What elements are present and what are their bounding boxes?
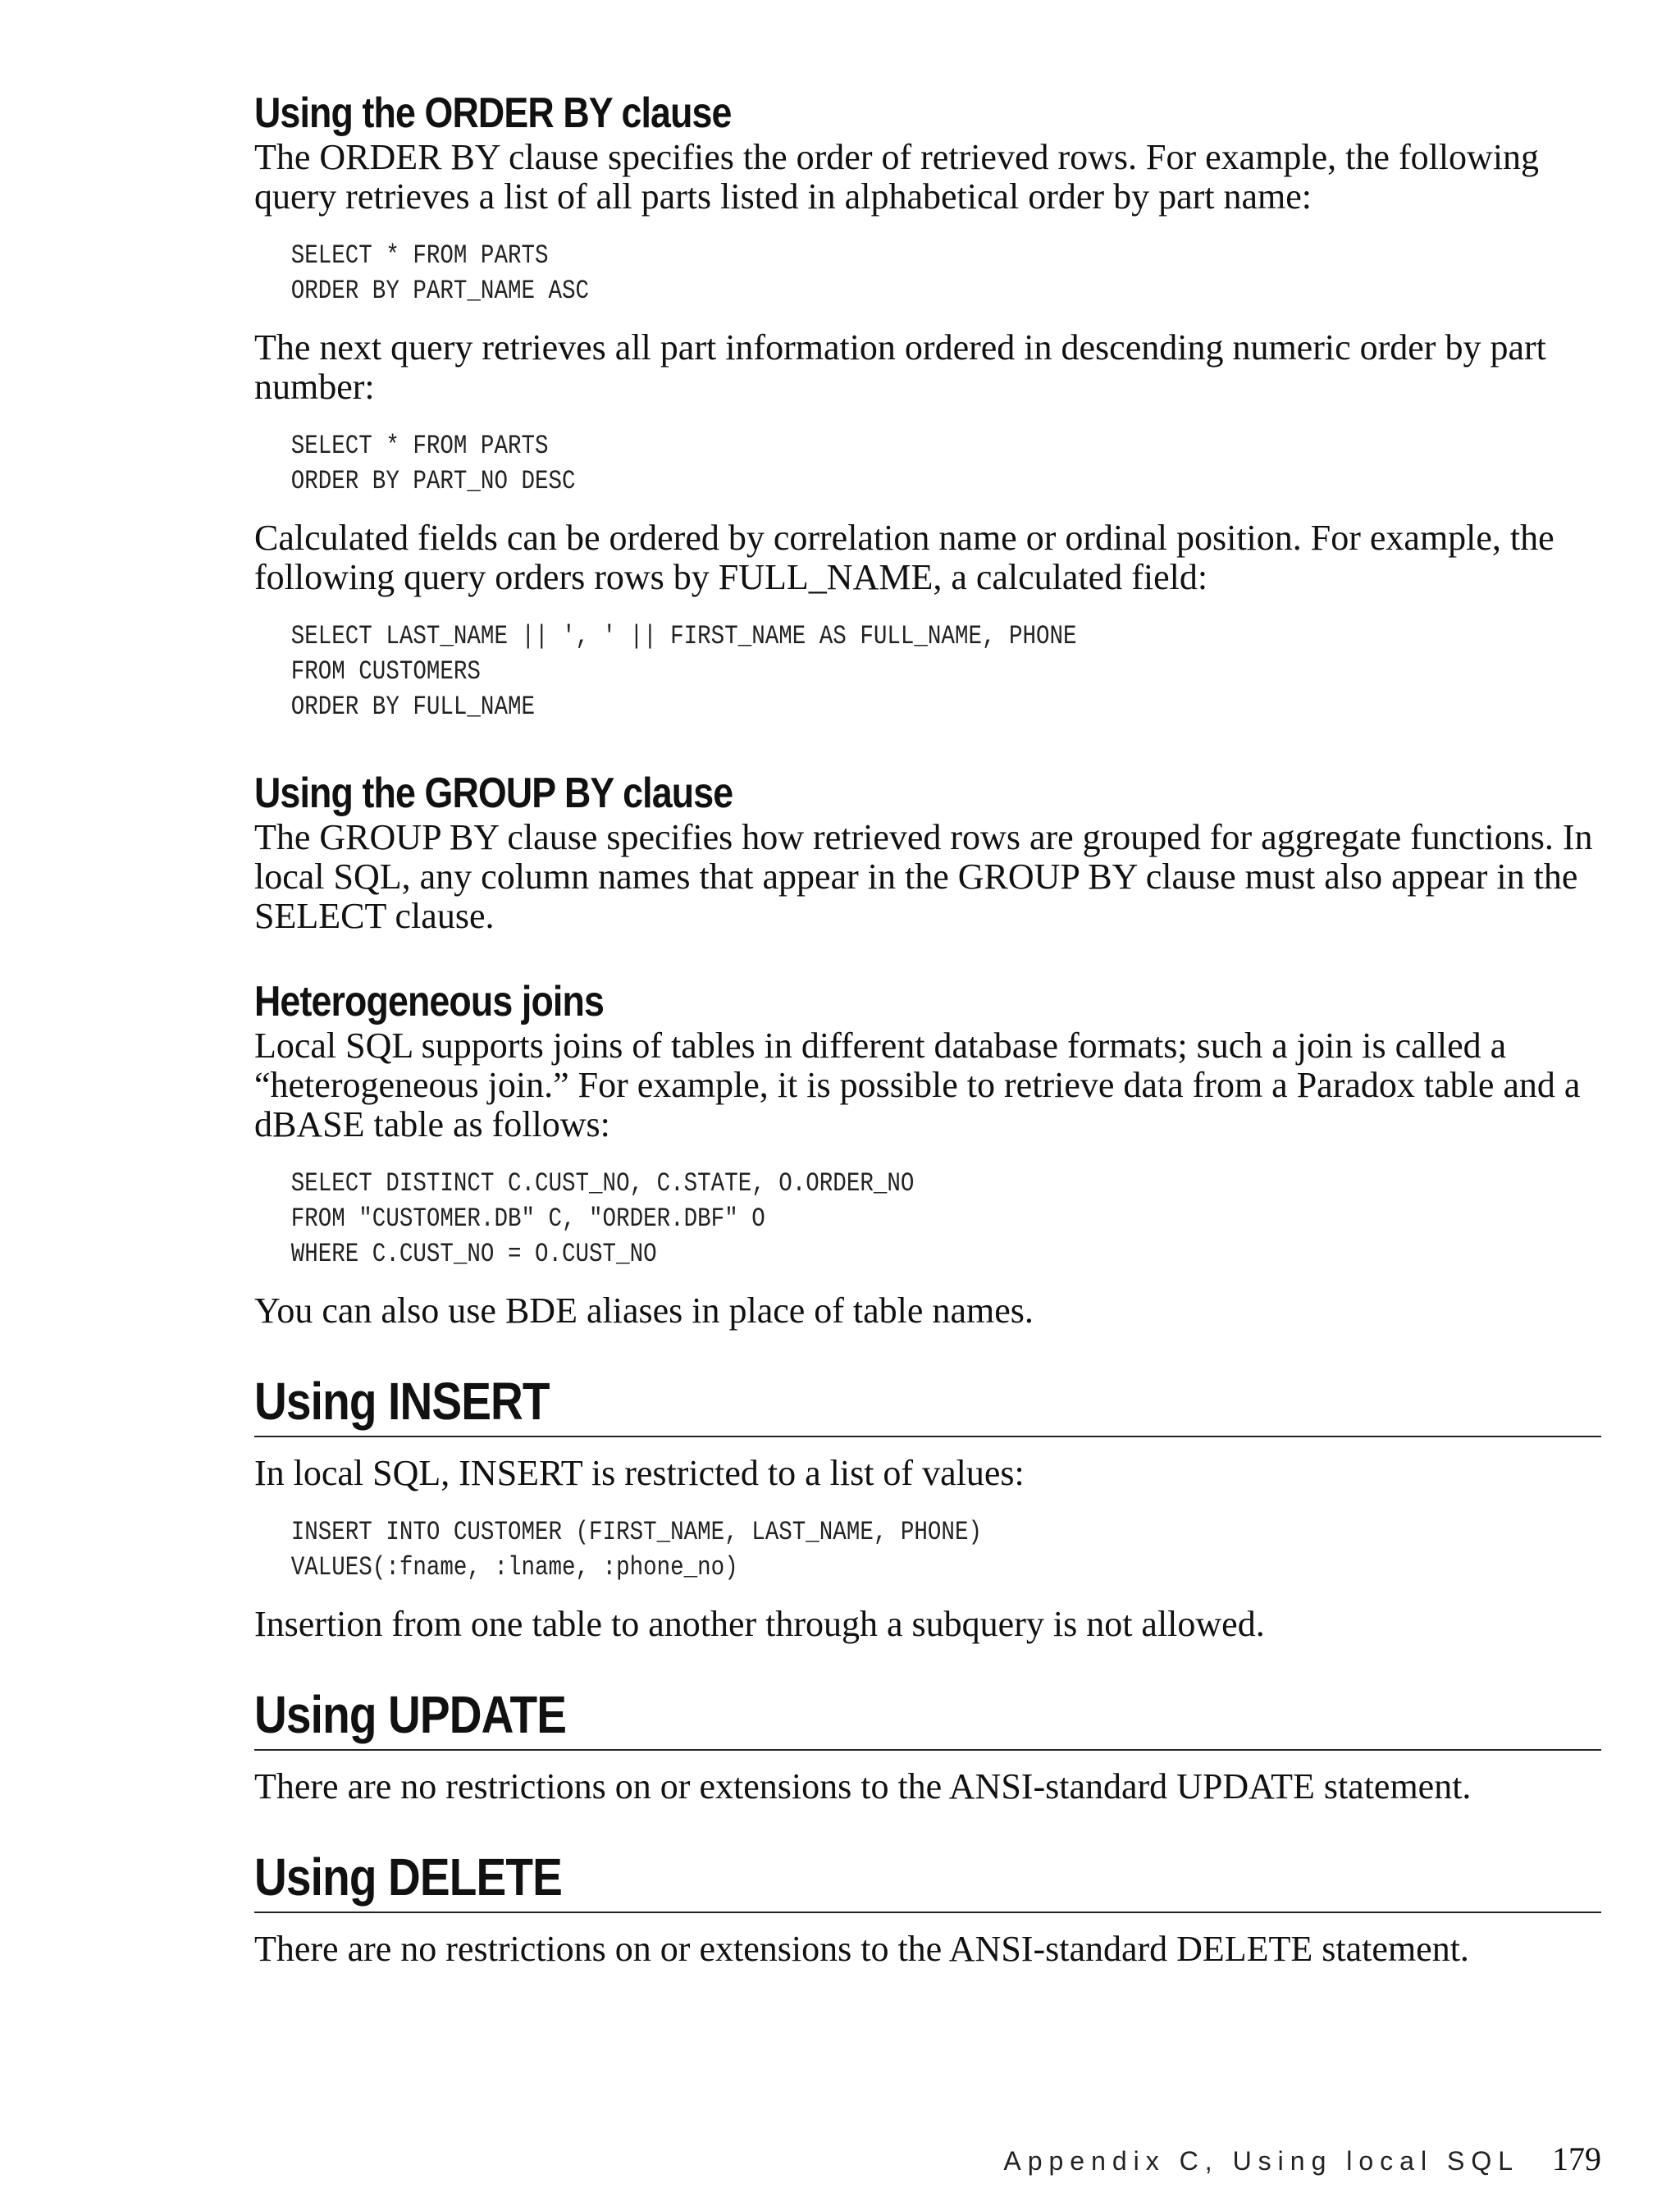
heading-delete-rule: [254, 1848, 1601, 1913]
hetero-code-line-1: SELECT DISTINCT C.CUST_NO, C.STATE, O.ORDER_NO: [290, 1168, 915, 1199]
order-by-para-2: The next query retrieves all part information ordered in descending numeric order by part number:: [254, 327, 1546, 407]
group-by-body: The GROUP BY clause specifies how retrieved rows are grouped for aggregate functions. In local SQL, any column names that appear in the GROUP BY clause must also appear in the SELECT clause.: [254, 817, 1593, 936]
order-by-code-3-line-1: SELECT LAST_NAME || ', ' || FIRST_NAME AS FULL_NAME, PHONE: [290, 621, 1077, 651]
heading-order-by: Using the ORDER BY clause: [254, 89, 732, 137]
insert-code-line-2: VALUES(:fname, :lname, :phone_no): [290, 1552, 738, 1583]
heading-insert-rule: [254, 1372, 1601, 1437]
footer-chapter-label: Appendix C, Using local SQL: [1003, 2146, 1519, 2176]
heading-update-rule: [254, 1685, 1601, 1751]
order-by-code-2-line-2: ORDER BY PART_NO DESC: [290, 466, 576, 496]
heading-insert: Using INSERT: [254, 1372, 550, 1431]
insert-code-line-1: INSERT INTO CUSTOMER (FIRST_NAME, LAST_NAME, PHONE): [290, 1517, 982, 1547]
order-by-code-3-line-2: FROM CUSTOMERS: [290, 656, 481, 687]
hetero-body: Local SQL supports joins of tables in different database formats; such a join is called a “heterogeneous join.” For example, it is possible to retrieve data from a Paradox table and a dBASE table as follows:: [254, 1025, 1581, 1144]
hetero-code-line-2: FROM "CUSTOMER.DB" C, "ORDER.DBF" O: [290, 1204, 765, 1234]
order-by-code-3-line-3: ORDER BY FULL_NAME: [290, 692, 535, 722]
order-by-code-1-line-2: ORDER BY PART_NAME ASC: [290, 276, 590, 306]
hetero-code-line-3: WHERE C.CUST_NO = O.CUST_NO: [290, 1239, 657, 1269]
update-body: There are no restrictions on or extensions to the ANSI-standard UPDATE statement.: [254, 1766, 1472, 1806]
heading-update: Using UPDATE: [254, 1685, 567, 1744]
delete-body: There are no restrictions on or extensions to the ANSI-standard DELETE statement.: [254, 1929, 1469, 1969]
order-by-para-3: Calculated fields can be ordered by correlation name or ordinal position. For example, the following query orders rows by FULL_NAME, a calculated field:: [254, 518, 1554, 597]
page-content: [254, 89, 1601, 1969]
heading-group-by: Using the GROUP BY clause: [254, 770, 733, 817]
hetero-after: You can also use BDE aliases in place of table names.: [254, 1290, 1034, 1331]
order-by-intro: The ORDER BY clause specifies the order of retrieved rows. For example, the following query retrieves a list of all parts listed in alphabetical order by part name:: [254, 137, 1540, 217]
page-number: 179: [1552, 2140, 1601, 2177]
order-by-code-1-line-1: SELECT * FROM PARTS: [290, 240, 549, 271]
insert-after: Insertion from one table to another through a subquery is not allowed.: [254, 1604, 1265, 1644]
order-by-code-2-line-1: SELECT * FROM PARTS: [290, 431, 549, 461]
insert-body: In local SQL, INSERT is restricted to a list of values:: [254, 1453, 1025, 1493]
heading-delete: Using DELETE: [254, 1848, 562, 1907]
heading-heterogeneous-joins: Heterogeneous joins: [254, 978, 604, 1025]
page-footer: [1003, 2140, 1601, 2181]
